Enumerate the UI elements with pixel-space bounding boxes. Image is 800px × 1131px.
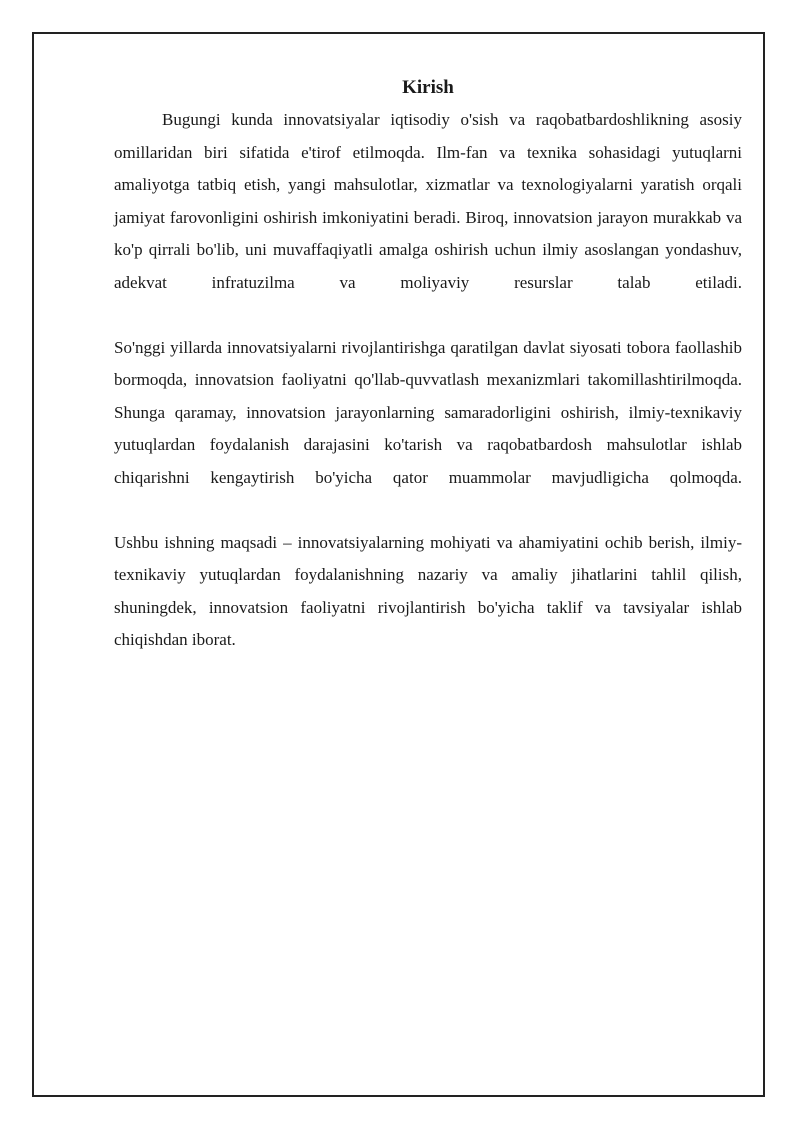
paragraph-introduction: Bugungi kunda innovatsiyalar iqtisodiy o'sish va raqobatbardoshlikning asosiy omillaridan biri sifatida e'tirof etilmoqda. Ilm-fan va texnika sohasidagi yutuqlarni amaliyotga tatbiq etish, yangi mahsulotlar, xizmatlar va texnologiyalarni yaratish orqali jamiyat farovonligini oshirish imkoniyatini beradi. Biroq, innovatsion jarayon murakkab va ko'p qirrali bo'lib, uni muvaffaqiyatli amalga oshirish uchun ilmiy asoslangan yondashuv, adekvat infratuzilma va moliyaviy resurslar talab etiladi. bbox=[114, 110, 742, 292]
document-body bbox=[114, 76, 742, 657]
paragraph-state-policy: So'nggi yillarda innovatsiyalarni rivojlantirishga qaratilgan davlat siyosati tobora faollashib bormoqda, innovatsion faoliyatni qo'llab-quvvatlash mexanizmlari takomillashtirilmoqda. Shunga qaramay, innovatsion jarayonlarning samaradorligini oshirish, ilmiy-texnikaviy yutuqlardan foydalanish darajasini ko'tarish va raqobatbardosh mahsulotlar ishlab chiqarishni kengaytirish bo'yicha qator muammolar mavjudligicha qolmoqda. bbox=[114, 337, 742, 487]
paragraph-purpose: Ushbu ishning maqsadi – innovatsiyalarning mohiyati va ahamiyatini ochib berish, ilmiy-texnikaviy yutuqlardan foydalanishning nazariy va amaliy jihatlarini tahlil qilish, shuningdek, innovatsion faoliyatni rivojlantirish bo'yicha taklif va tavsiyalar ishlab chiqishdan iborat. bbox=[114, 532, 742, 650]
document-title: Kirish bbox=[402, 77, 454, 98]
paragraph-spacer bbox=[114, 300, 742, 332]
paragraph-spacer bbox=[114, 495, 742, 527]
